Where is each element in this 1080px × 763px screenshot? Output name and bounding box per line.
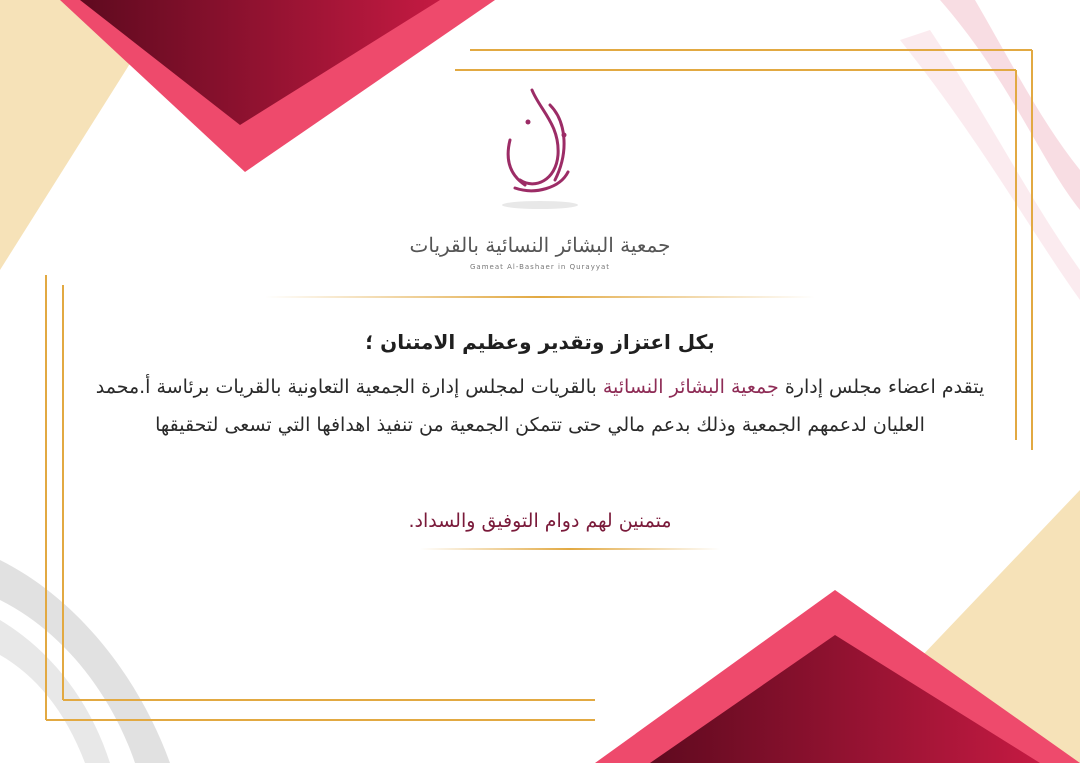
- letter-heading: بكل اعتزاز وتقدير وعظيم الامتنان ؛: [365, 330, 715, 354]
- organization-highlight: جمعية البشائر النسائية: [602, 376, 779, 398]
- letter-paragraph: [70, 368, 1010, 444]
- gold-divider-top: [265, 296, 815, 298]
- paragraph-part-1: يتقدم اعضاء مجلس إدارة: [778, 376, 985, 398]
- paragraph-part-2: بالقريات لمجلس إدارة الجمعية التعاونية بالقريات برئاسة أ.محمد العليان لدعمهم الجمعية وذلك بدعم مالي حتى تتمكن الجمعية من تنفيذ اهدافها التي تسعى لتحقيقها: [95, 376, 925, 436]
- logo-org-name-ar: جمعية البشائر النسائية بالقريات: [409, 233, 671, 257]
- closing-wish: متمنين لهم دوام التوفيق والسداد.: [408, 510, 672, 532]
- gold-divider-bottom: [420, 548, 720, 550]
- organization-logo: [409, 80, 671, 280]
- logo-org-name-en: Gameat Al-Bashaer in Qurayyat: [469, 263, 611, 271]
